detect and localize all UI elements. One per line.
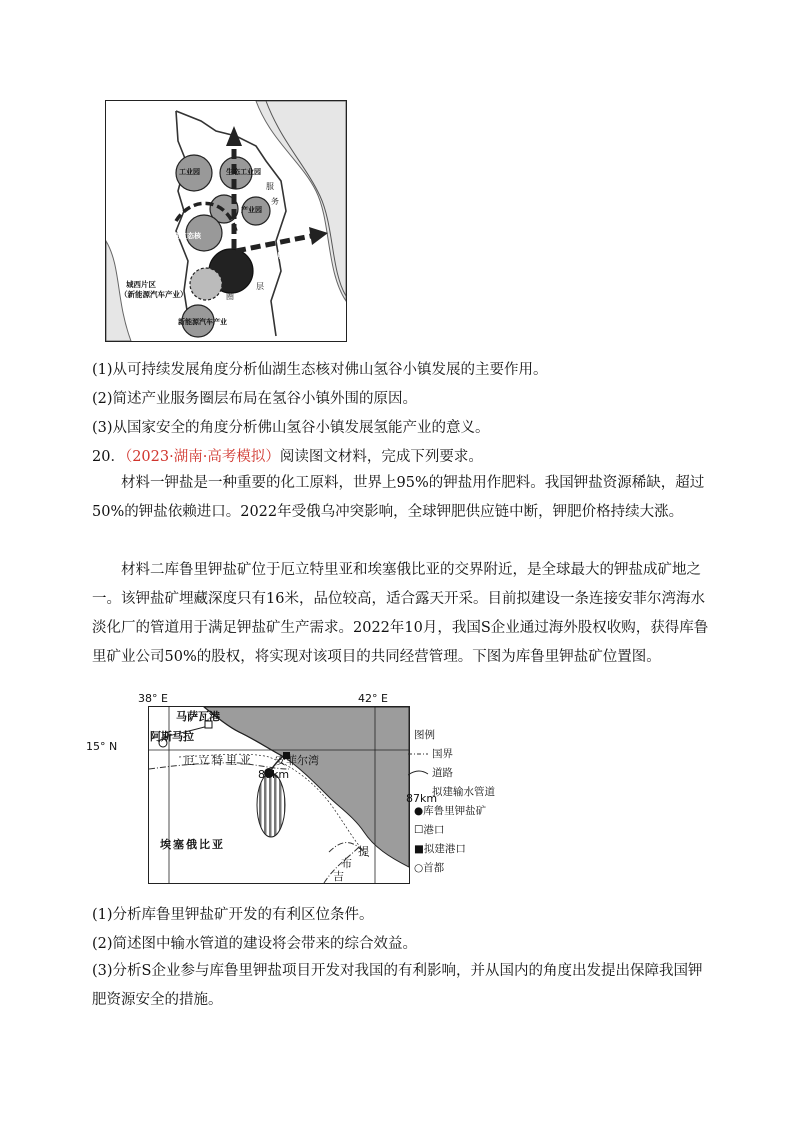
q20-item-2: (2)简述图中输水管道的建设将会带来的综合效益。 (92, 936, 418, 952)
djibouti-label-a: 吉 (333, 870, 344, 883)
west-zone-sub-label: （新能源汽车产业） (120, 290, 188, 299)
legend-title: 图例 (414, 729, 435, 741)
q19-item-3: (3)从国家安全的角度分析佛山氢谷小镇发展氢能产业的意义。 (92, 420, 490, 436)
ethiopia-label: 埃塞俄比亚 (160, 838, 225, 851)
asmara-label: 阿斯马拉 (150, 730, 194, 743)
legend-road: 道路 (414, 764, 534, 783)
massawa-port-label: 马萨瓦港 (176, 710, 220, 723)
filled-circle-icon: ● (414, 805, 424, 817)
q19-item-1: (1)从可持续发展角度分析仙湖生态核对佛山氢谷小镇发展的主要作用。 (92, 362, 548, 378)
legend-distance: 87km (406, 792, 438, 805)
q20-number: 20． (92, 449, 125, 465)
lat-15-label: 15° N (86, 740, 118, 753)
west-zone-label: 城西片区 (126, 280, 156, 289)
q20-instruction: 阅读图文材料，完成下列要求。 (279, 449, 483, 465)
legend-mine: ●库鲁里钾盐矿 (414, 805, 487, 817)
hollow-circle-icon: ○ (414, 862, 424, 874)
legend-border: 国界 (432, 748, 453, 760)
filled-square-icon: ■ (414, 843, 424, 855)
legend-planned-port: ■拟建港口 (414, 843, 466, 855)
map-legend (406, 726, 534, 878)
anfile-bay-label: 安菲尔湾 (275, 754, 319, 767)
q20-source: （2023·湖南·高考模拟） (124, 449, 280, 465)
q19-item-2: (2)简述产业服务圈层布局在氢谷小镇外围的原因。 (92, 391, 418, 407)
hydrogen-valley-map: 城西片区 （新能源汽车产业） 层 圈 仙湖生态核 向外拓展带 工业园 生态工业园 产业园 新能源汽车产业 服 务 (105, 100, 347, 342)
hollow-square-icon: ☐ (414, 824, 424, 836)
q20-material-2: 材料二库鲁里钾盐矿位于厄立特里亚和埃塞俄比亚的交界附近，是全球最大的钾盐成矿地之一。该钾盐矿埋藏深度只有16米，品位较高，适合露天开采。目前拟建设一条连接安菲尔湾海水淡化厂的管道用于满足钾盐矿生产需求。2022年10月，我国S企业通过海外股权收购，获得库鲁里矿业公司50%的股权，将实现对该项目的共同经营管理。下图为库鲁里钾盐矿位置图。 (92, 562, 709, 665)
potash-deposit-area (257, 773, 285, 837)
legend-pipeline: 87km 拟建输水管道 (414, 783, 534, 802)
pipeline-distance-label: 87km (258, 768, 290, 781)
lon-42-label: 42° E (358, 692, 388, 705)
hydrogen-valley-map-svg (106, 101, 346, 341)
legend-port: ☐港口 (414, 824, 445, 836)
eritrea-label: 厄立特里亚 (184, 754, 254, 767)
djibouti-label-c: 提 (358, 845, 369, 858)
q20-item-1: (1)分析库鲁里钾盐矿开发的有利区位条件。 (92, 907, 374, 923)
q20-item-3: (3)分析S企业参与库鲁里钾盐项目开发对我国的有利影响，并从国内的角度出发提出保障我国钾肥资源安全的措施。 (92, 963, 703, 1008)
djibouti-label-b: 布 (341, 857, 352, 870)
q20-material-1: 材料一钾盐是一种重要的化工原料，世界上95%的钾盐用作肥料。我国钾盐资源稀缺，超过50%的钾盐依赖进口。2022年受俄乌冲突影响，全球钾肥供应链中断，钾肥价格持续大涨。 (92, 475, 705, 520)
q20-heading (92, 447, 483, 467)
lon-38-label: 38° E (138, 692, 168, 705)
legend-capital: ○首都 (414, 862, 445, 874)
